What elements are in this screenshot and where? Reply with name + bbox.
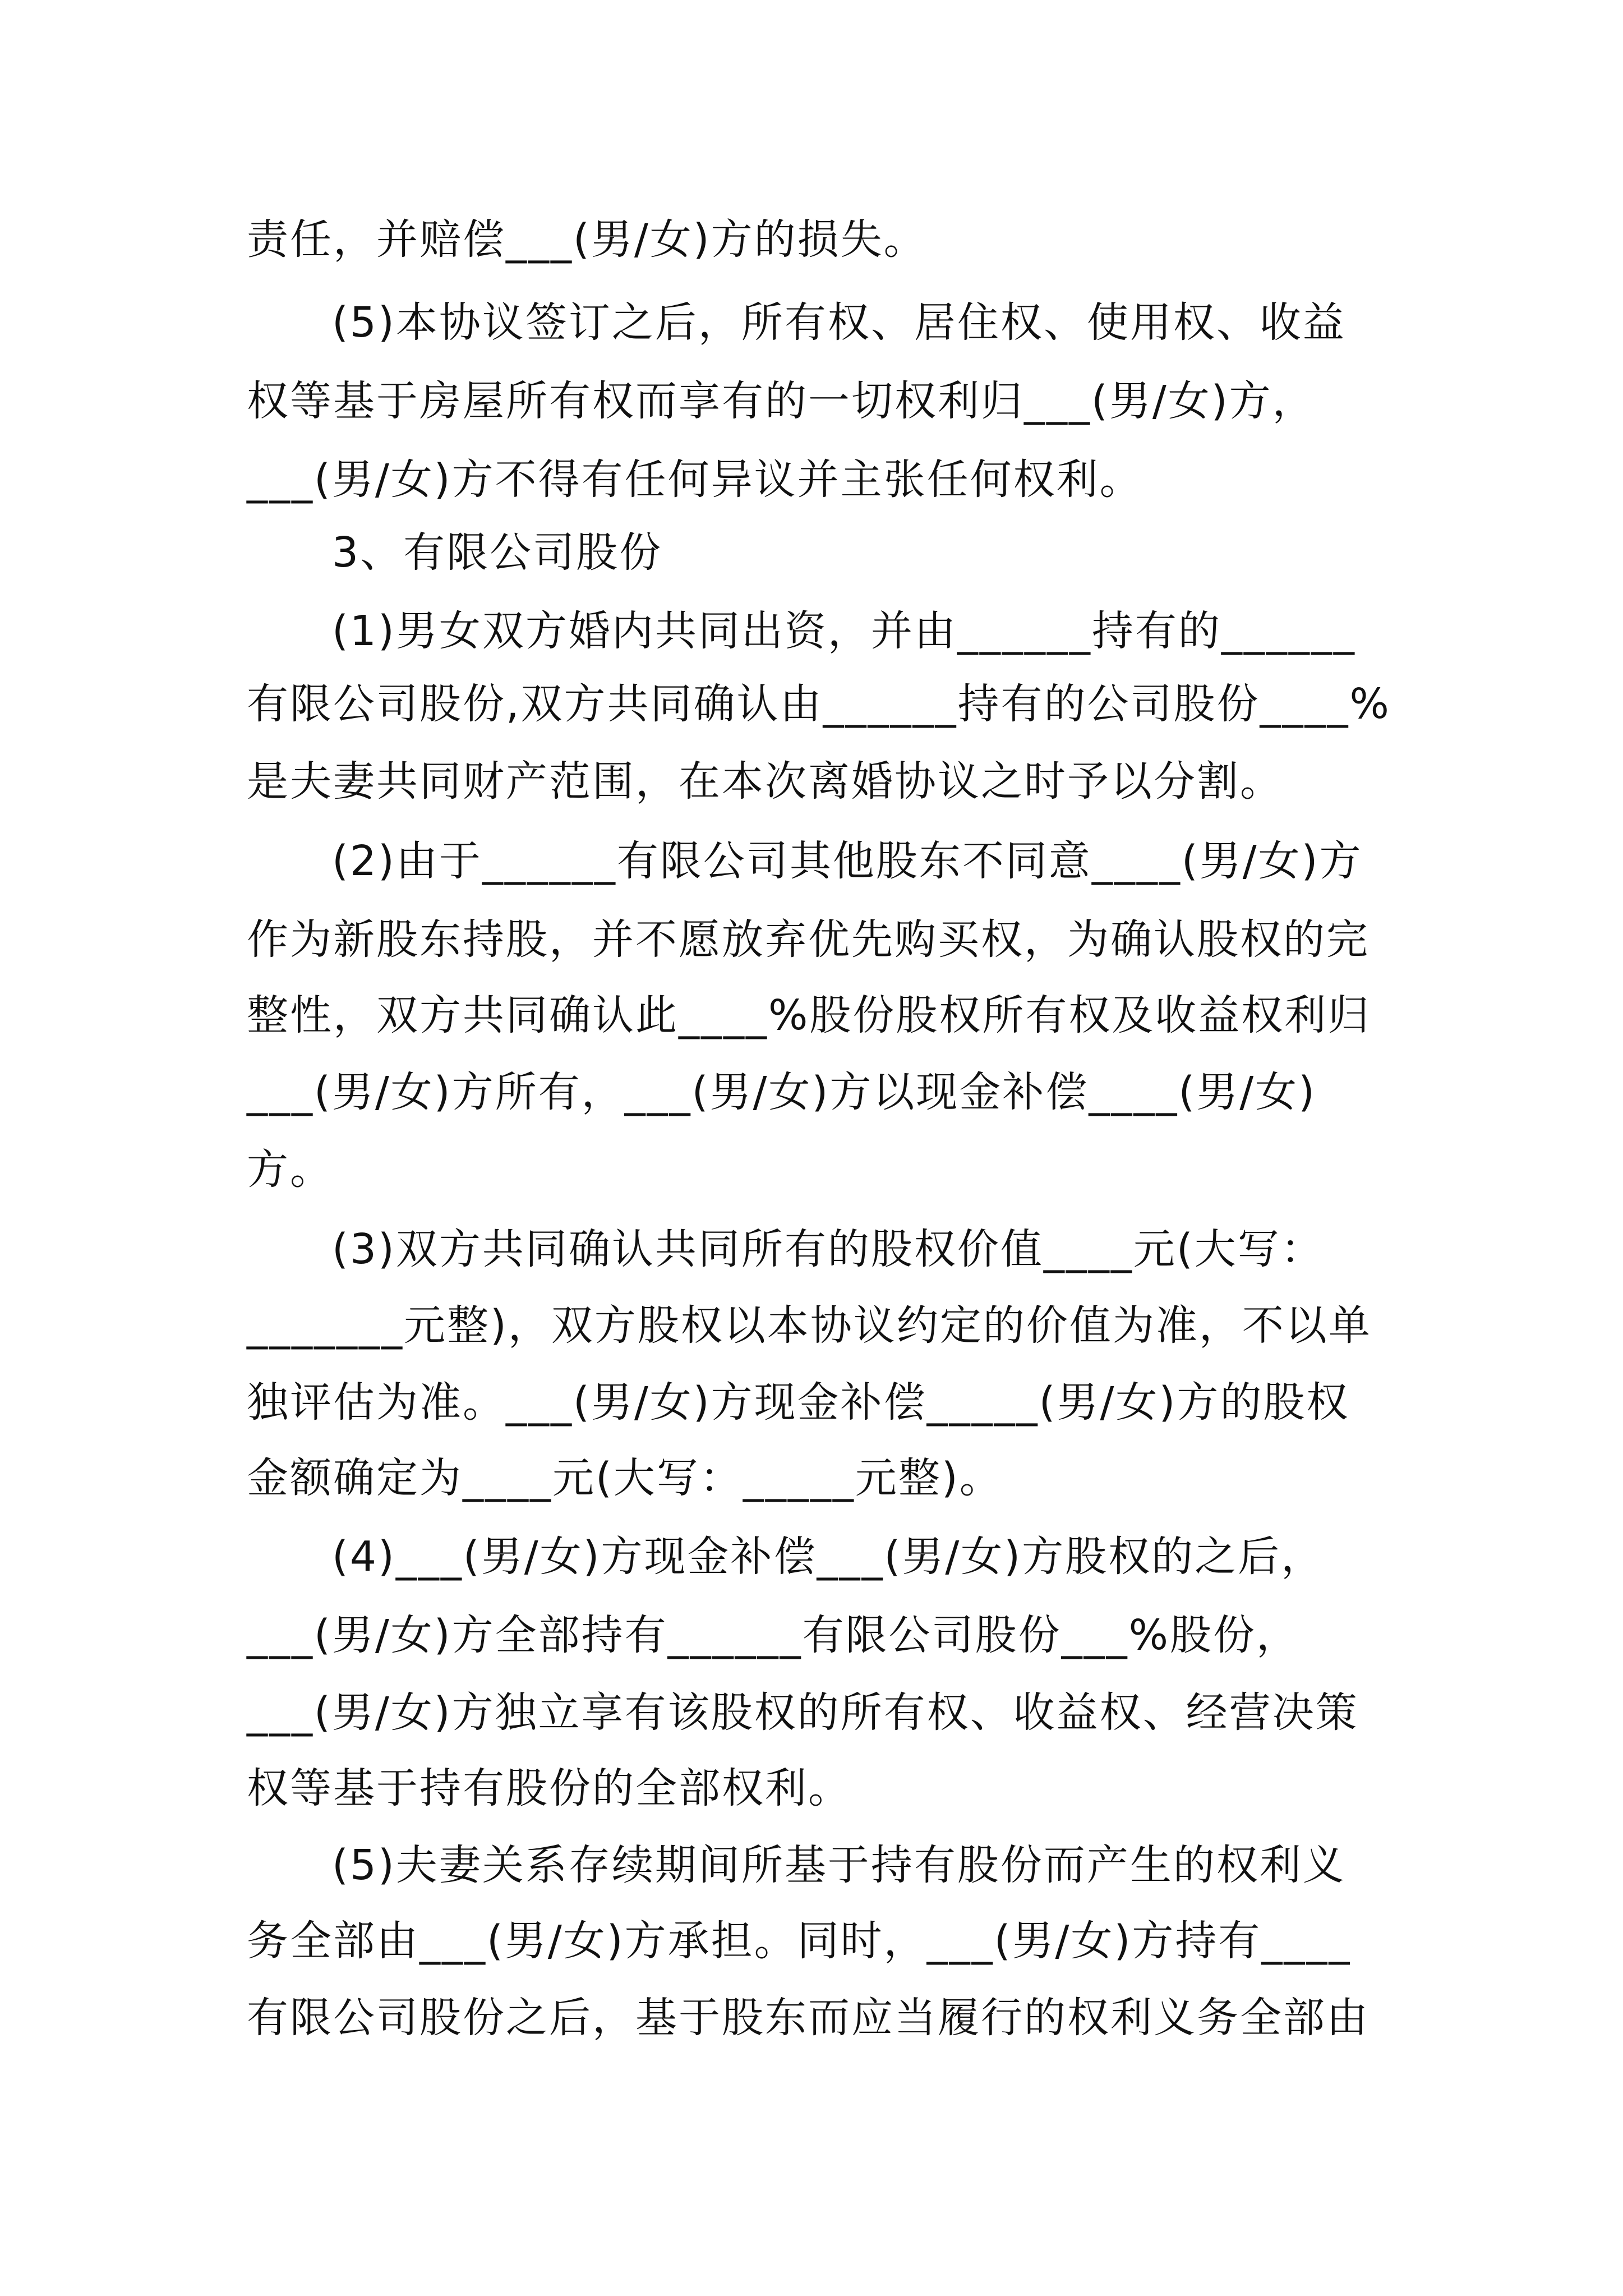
text-line: 作为新股东持股，并不愿放弃优先购买权，为确认股权的完 bbox=[247, 915, 1370, 964]
text-line: (4)___(男/女)方现金补偿___(男/女)方股权的之后， bbox=[332, 1533, 1325, 1581]
text-line: 金额确定为____元(大写：_____元整)。 bbox=[247, 1454, 1003, 1502]
section-heading: 3、有限公司股份 bbox=[332, 528, 663, 577]
text-line: (1)男女双方婚内共同出资，并由______持有的______ bbox=[332, 607, 1356, 655]
text-line: ___(男/女)方独立享有该股权的所有权、收益权、经营决策 bbox=[247, 1688, 1359, 1737]
text-line: ___(男/女)方全部持有______有限公司股份___%股份， bbox=[247, 1611, 1299, 1659]
text-line: 整性，双方共同确认此____%股份股权所有权及收益权利归 bbox=[247, 991, 1371, 1039]
text-line: 有限公司股份,双方共同确认由______持有的公司股份____% bbox=[247, 680, 1391, 728]
text-line: 独评估为准。___(男/女)方现金补偿_____(男/女)方的股权 bbox=[247, 1378, 1350, 1427]
text-line: 务全部由___(男/女)方承担。同时，___(男/女)方持有____ bbox=[247, 1917, 1352, 1965]
text-line: _______元整)，双方股权以本协议约定的价值为准，不以单 bbox=[247, 1301, 1372, 1350]
text-line: 权等基于房屋所有权而享有的一切权利归___(男/女)方， bbox=[247, 377, 1316, 425]
text-line: ___(男/女)方不得有任何异议并主张任何权利。 bbox=[247, 455, 1143, 504]
text-line: ___(男/女)方所有，___(男/女)方以现金补偿____(男/女) bbox=[247, 1068, 1317, 1116]
text-line: 是夫妻共同财产范围，在本次离婚协议之时予以分割。 bbox=[247, 757, 1283, 806]
text-line: 方。 bbox=[247, 1145, 333, 1194]
text-line: 责任，并赔偿___(男/女)方的损失。 bbox=[247, 215, 927, 264]
text-line: 有限公司股份之后，基于股东而应当履行的权利义务全部由 bbox=[247, 1994, 1370, 2042]
text-line: (5)夫妻关系存续期间所基于持有股份而产生的权利义 bbox=[332, 1841, 1346, 1889]
text-line: 权等基于持有股份的全部权利。 bbox=[247, 1764, 851, 1812]
text-line: (5)本协议签订之后，所有权、居住权、使用权、收益 bbox=[332, 298, 1346, 347]
text-line: (2)由于______有限公司其他股东不同意____(男/女)方 bbox=[332, 837, 1363, 885]
text-line: (3)双方共同确认共同所有的股权价值____元(大写： bbox=[332, 1225, 1324, 1273]
